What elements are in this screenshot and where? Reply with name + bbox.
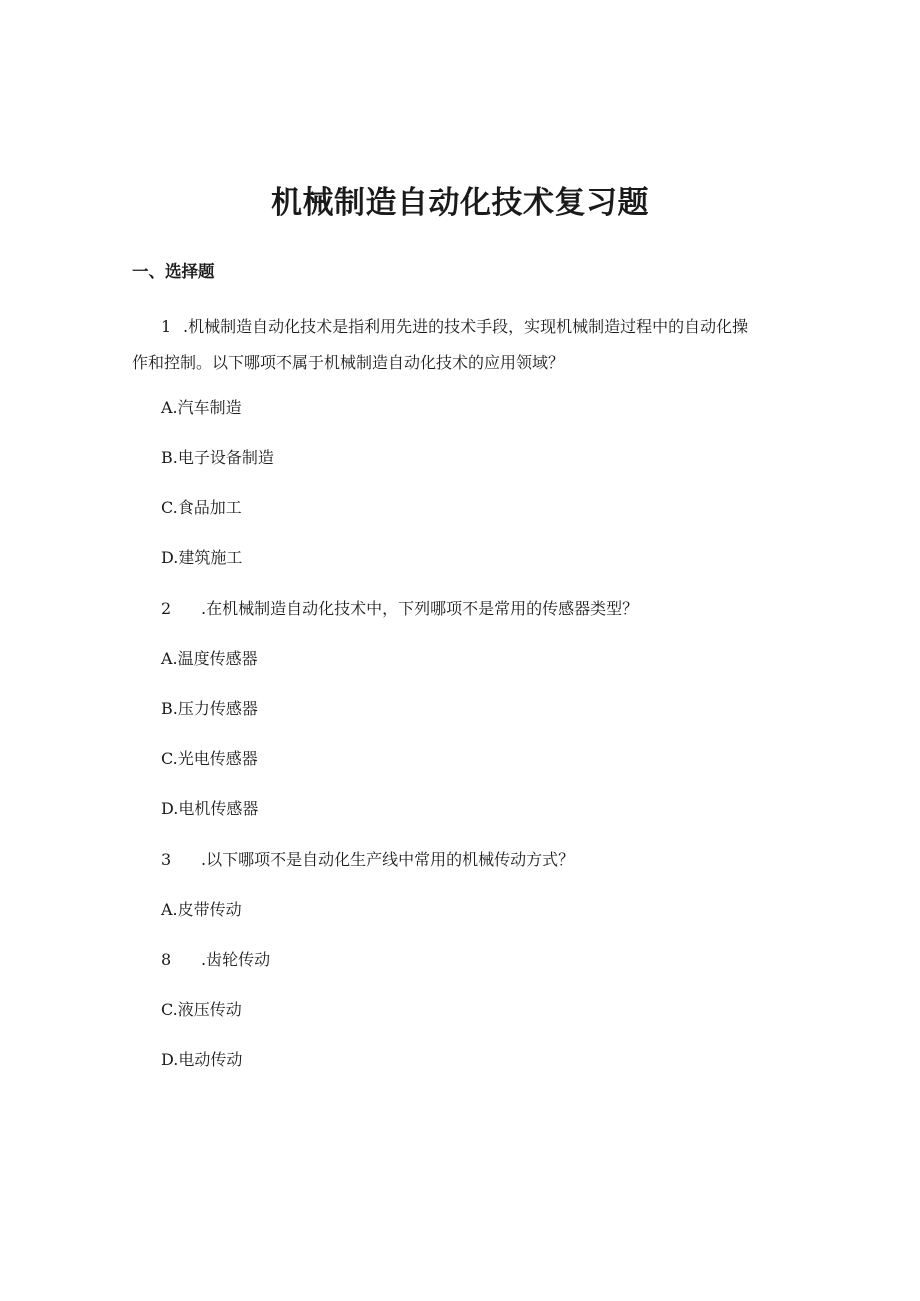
option-b: B.压力传感器 bbox=[161, 699, 258, 718]
question-number: 1 bbox=[161, 317, 172, 336]
option-c: C.光电传感器 bbox=[161, 749, 258, 768]
question-text-line: .机械制造自动化技术是指利用先进的技术手段，实现机械制造过程中的自动化操 bbox=[183, 317, 749, 336]
question-text-line: 作和控制。以下哪项不属于机械制造自动化技术的应用领域？ bbox=[132, 353, 565, 372]
option-a: A.温度传感器 bbox=[161, 649, 258, 668]
option-text: .齿轮传动 bbox=[201, 950, 271, 969]
option-a: A.皮带传动 bbox=[161, 900, 242, 919]
question-3-stem bbox=[161, 847, 574, 873]
question-number: 2 bbox=[161, 599, 172, 618]
option-d: D.电机传感器 bbox=[161, 799, 259, 818]
question-text: .在机械制造自动化技术中，下列哪项不是常用的传感器类型？ bbox=[201, 599, 639, 618]
option-a: A.汽车制造 bbox=[161, 398, 242, 417]
option-d: D.电动传动 bbox=[161, 1050, 243, 1069]
option-b bbox=[161, 947, 270, 973]
option-c: C.食品加工 bbox=[161, 498, 242, 517]
option-b: B.电子设备制造 bbox=[161, 448, 274, 467]
question-2-stem bbox=[161, 596, 638, 622]
question-1-stem bbox=[132, 309, 788, 381]
option-c: C.液压传动 bbox=[161, 1000, 242, 1019]
question-number: 3 bbox=[161, 850, 172, 869]
section-heading: 一、选择题 bbox=[132, 262, 215, 281]
document-title: 机械制造自动化技术复习题 bbox=[271, 185, 649, 221]
option-number: 8 bbox=[161, 950, 172, 969]
question-text: .以下哪项不是自动化生产线中常用的机械传动方式？ bbox=[201, 850, 575, 869]
option-d: D.建筑施工 bbox=[161, 548, 243, 567]
